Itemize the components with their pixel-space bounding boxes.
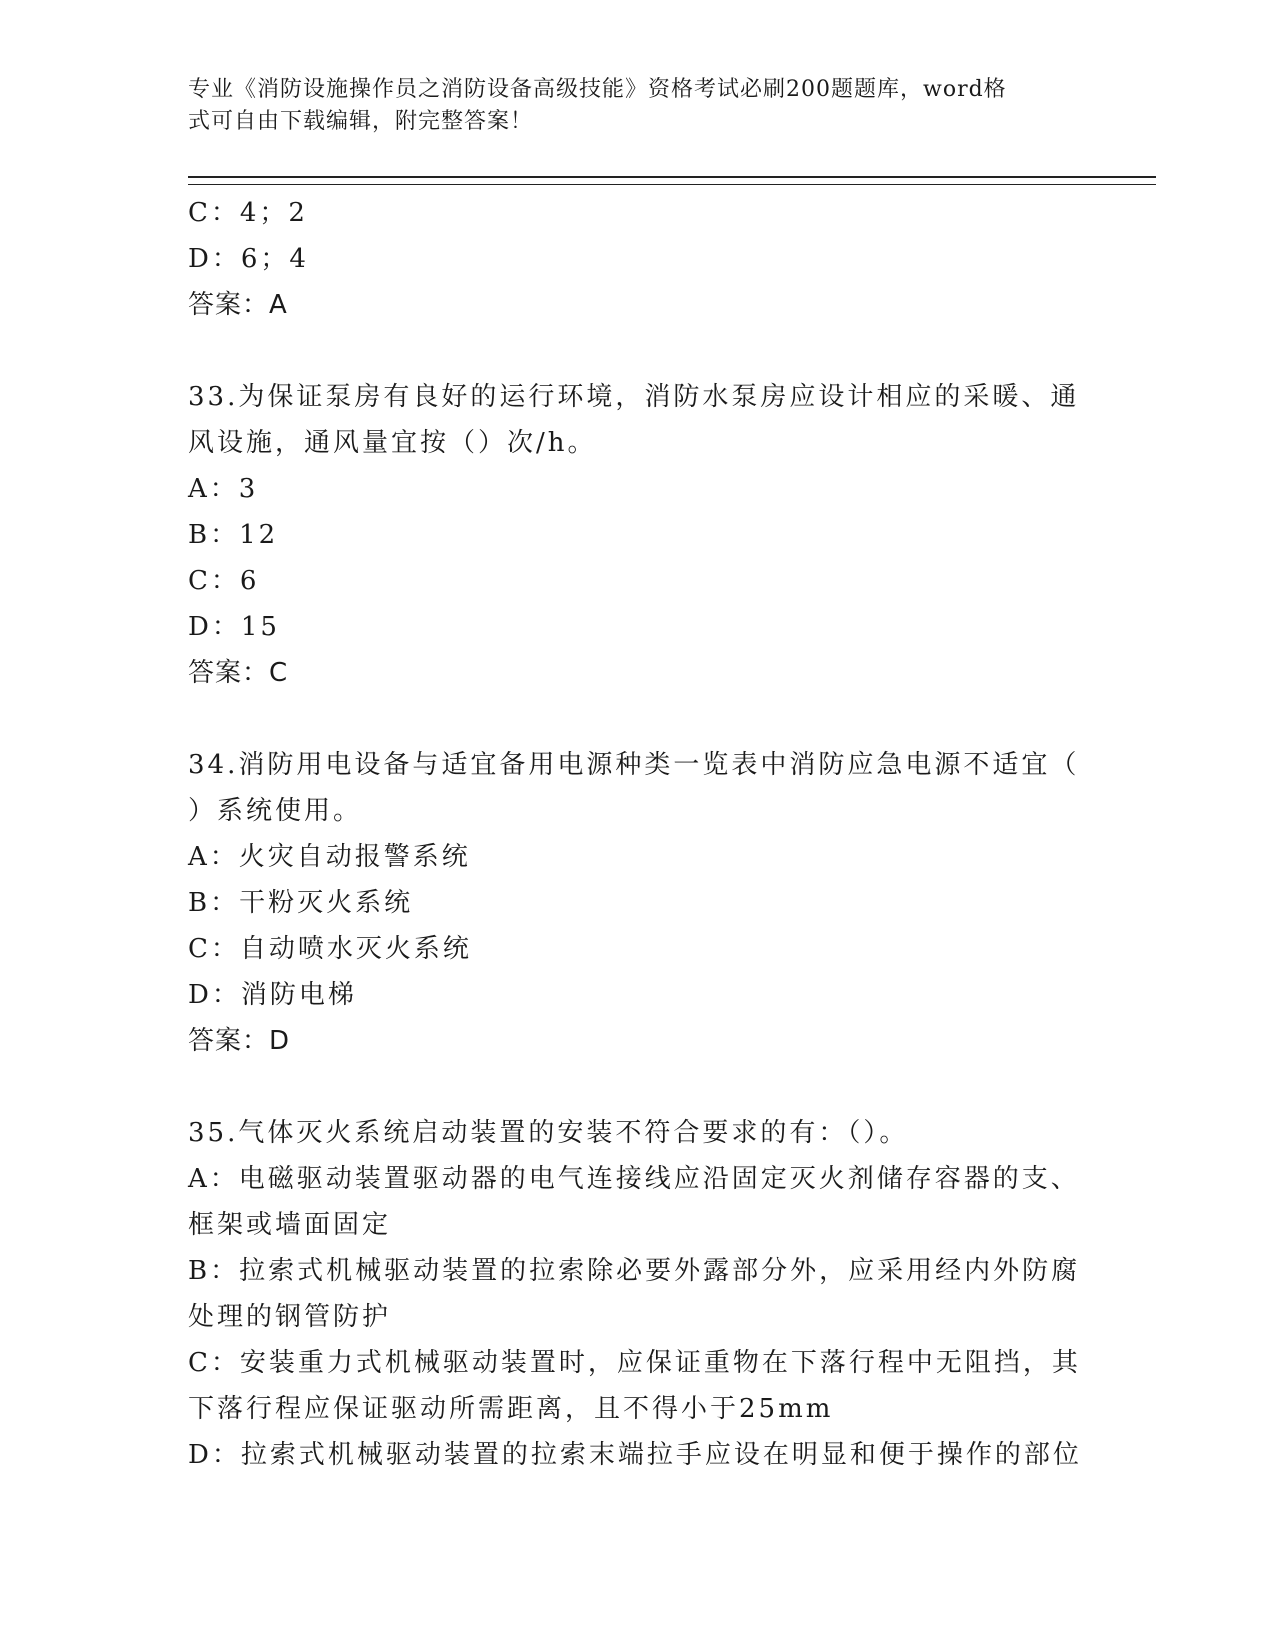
option-d: D：6；4 <box>188 244 309 274</box>
stem-line: 35.气体灭火系统启动装置的安装不符合要求的有：（）。 <box>188 1118 909 1148</box>
question-33 <box>188 374 1088 696</box>
stem-line: ）系统使用。 <box>188 796 363 826</box>
option-a: A：火灾自动报警系统 <box>188 842 471 872</box>
answer-line: 答案：D <box>188 1026 291 1056</box>
option-line: A：电磁驱动装置驱动器的电气连接线应沿固定灭火剂储存容器的支、 <box>188 1164 1080 1194</box>
option-b <box>188 1248 1088 1340</box>
stem-line: 风设施，通风量宜按（）次/h。 <box>188 428 597 458</box>
question-34 <box>188 742 1088 1064</box>
option-a: A：3 <box>188 474 259 504</box>
option-c: C：自动喷水灭火系统 <box>188 934 472 964</box>
header-line-1: 专业《消防设施操作员之消防设备高级技能》资格考试必刷200题题库，word格 <box>188 77 1007 102</box>
option-line: 框架或墙面固定 <box>188 1210 392 1240</box>
option-b: B：干粉灭火系统 <box>188 888 414 918</box>
stem-line: 34.消防用电设备与适宜备用电源种类一览表中消防应急电源不适宜（ <box>188 750 1080 780</box>
option-c: C：4；2 <box>188 198 308 228</box>
question-stem <box>188 742 1088 834</box>
option-d <box>188 1432 1088 1478</box>
option-c: C：6 <box>188 566 260 596</box>
page-header <box>188 74 1068 138</box>
question-stem <box>188 1110 1088 1156</box>
option-line: D：拉索式机械驱动装置的拉索末端拉手应设在明显和便于操作的部位 <box>188 1440 1082 1470</box>
question-35 <box>188 1110 1088 1478</box>
answer-line: 答案：C <box>188 658 289 688</box>
option-line: B：拉索式机械驱动装置的拉索除必要外露部分外，应采用经内外防腐 <box>188 1256 1081 1286</box>
option-line: 处理的钢管防护 <box>188 1302 392 1332</box>
header-line-2: 式可自由下载编辑，附完整答案！ <box>188 109 534 134</box>
option-c <box>188 1340 1088 1432</box>
answer-line: 答案：A <box>188 290 288 320</box>
option-d: D：15 <box>188 612 280 642</box>
question-32-continuation <box>188 190 1088 328</box>
option-d: D：消防电梯 <box>188 980 357 1010</box>
option-line: 下落行程应保证驱动所需距离，且不得小于25mm <box>188 1394 834 1424</box>
header-divider <box>188 176 1156 185</box>
question-stem <box>188 374 1088 466</box>
stem-line: 33.为保证泵房有良好的运行环境，消防水泵房应设计相应的采暖、通 <box>188 382 1080 412</box>
option-line: C：安装重力式机械驱动装置时，应保证重物在下落行程中无阻挡，其 <box>188 1348 1081 1378</box>
option-a <box>188 1156 1088 1248</box>
option-b: B：12 <box>188 520 279 550</box>
document-body <box>188 190 1088 1478</box>
